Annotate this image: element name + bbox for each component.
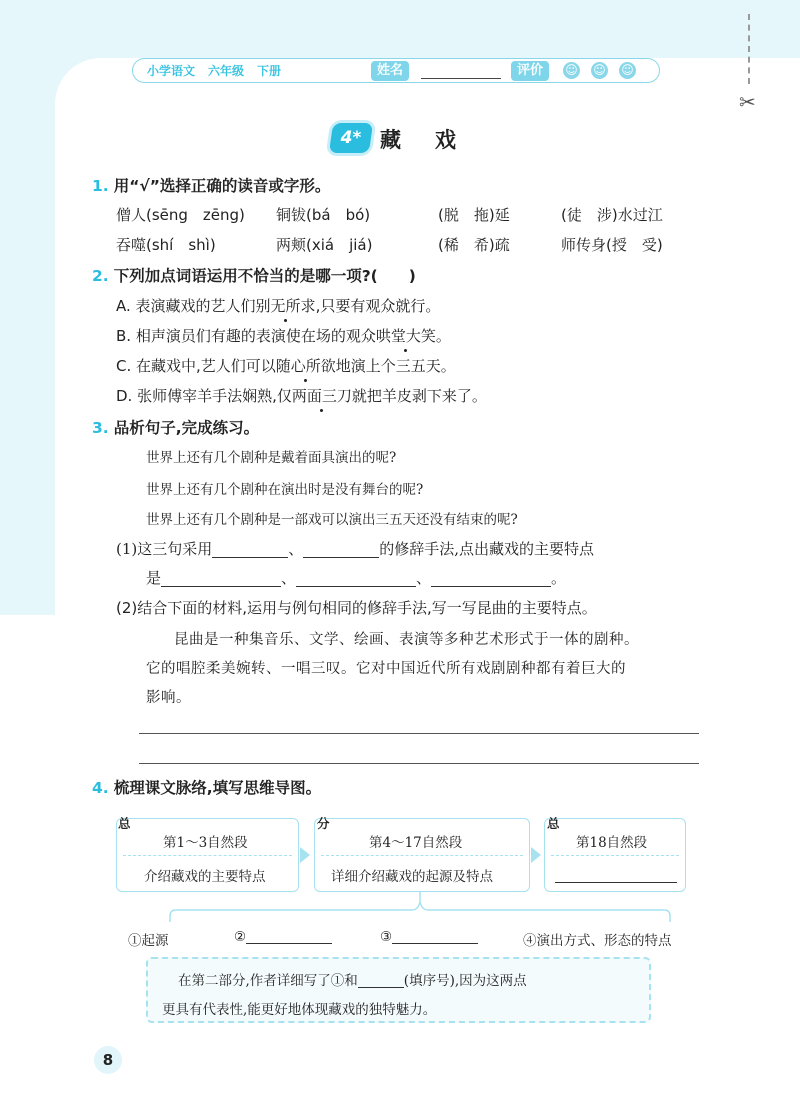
option-text: 。 <box>435 327 451 345</box>
option-text: 地演上个三五天。 <box>335 357 456 375</box>
example-sentence: 世界上还有几个剧种在演出时是没有舞台的呢? <box>146 482 424 498</box>
grade-label: 六年级 <box>208 64 245 78</box>
cut-line <box>748 14 750 84</box>
scissors-icon: ✂ <box>739 90 756 114</box>
sub-question-text: 是 <box>146 569 162 587</box>
section-tag: 总 <box>547 816 560 831</box>
q1-item[interactable]: (稀 希)疏 <box>438 236 510 254</box>
dotted-phrase: 两面三刀 <box>291 387 352 405</box>
question-prompt: 梳理课文脉络,填写思维导图。 <box>113 779 322 797</box>
conclusion-box <box>146 957 651 1023</box>
arrow-right <box>300 847 310 863</box>
question-number: 2. <box>92 267 109 285</box>
answer-blank[interactable] <box>358 973 404 988</box>
answer-blank[interactable] <box>303 543 379 558</box>
answer-blank[interactable] <box>212 543 288 558</box>
separator: 、 <box>281 569 297 587</box>
page-number: 8 <box>94 1046 122 1074</box>
page-header <box>132 58 660 83</box>
q1-item[interactable]: 师传身(授 受) <box>561 236 663 254</box>
conclusion-text: (填序号),因为这两点 <box>403 973 527 989</box>
mindmap-box-2 <box>314 818 530 892</box>
sub-question-text: 的修辞手法,点出藏戏的主要特点 <box>379 540 595 558</box>
smile-face-icon[interactable]: ☺ <box>563 62 580 79</box>
section-tag: 总 <box>118 816 131 831</box>
q3-sub1-line2 <box>146 567 566 588</box>
period: 。 <box>551 569 567 587</box>
branch-3 <box>380 929 478 945</box>
branch-label: ② <box>234 929 247 945</box>
lesson-number-badge <box>329 123 373 153</box>
subject-label: 小学语文 <box>147 64 196 78</box>
arrow-right <box>531 847 541 863</box>
branch-4: ④演出方式、形态的特点 <box>523 933 672 949</box>
material-line: 它的唱腔柔美婉转、一唱三叹。它对中国近代所有戏剧剧种都有着巨大的 <box>146 661 626 677</box>
box-divider <box>123 855 292 856</box>
box-divider <box>551 855 679 856</box>
answer-blank[interactable] <box>296 572 416 587</box>
dotted-phrase: 别无所求 <box>255 297 316 315</box>
option-text: D. 张师傅宰羊手法娴熟,仅 <box>116 387 292 405</box>
question-number: 3. <box>92 419 109 437</box>
example-sentence: 世界上还有几个剧种是一部戏可以演出三五天还没有结束的呢? <box>146 512 518 528</box>
answer-line[interactable] <box>139 733 699 734</box>
option-b[interactable] <box>116 325 451 346</box>
answer-blank[interactable] <box>392 929 478 944</box>
question-3 <box>92 416 259 438</box>
option-text: ,只要有观众就行。 <box>315 297 441 315</box>
option-c[interactable] <box>116 355 456 376</box>
branch-2 <box>234 929 332 945</box>
section-tag: 分 <box>317 816 330 831</box>
book-info <box>147 62 294 79</box>
question-1 <box>92 174 330 196</box>
q1-row-1 <box>116 204 716 226</box>
sub-question-text: (1)这三句采用 <box>116 540 213 558</box>
name-label: 姓名 <box>371 61 409 81</box>
question-prompt: 用“√”选择正确的读音或字形。 <box>113 177 331 195</box>
question-4 <box>92 776 321 798</box>
neutral-face-icon[interactable]: ☺ <box>591 62 608 79</box>
mindmap-box-1 <box>116 818 299 892</box>
material-line: 昆曲是一种集音乐、文学、绘画、表演等多种艺术形式于一体的剧种。 <box>174 632 639 648</box>
branch-1: ①起源 <box>128 933 169 949</box>
sad-face-icon[interactable]: ☺ <box>619 62 636 79</box>
option-text: 就把羊皮剥下来了。 <box>351 387 487 405</box>
box-bottom-text: 介绍藏戏的主要特点 <box>144 869 266 885</box>
separator: 、 <box>288 540 304 558</box>
q3-sub2: (2)结合下面的材料,运用与例句相同的修辞手法,写一写昆曲的主要特点。 <box>116 599 597 617</box>
dotted-phrase: 哄堂大笑 <box>375 327 436 345</box>
q1-item[interactable]: 吞噬(shí shì) <box>116 236 216 254</box>
lesson-title: 藏戏 <box>380 127 490 152</box>
box-top-text: 第1～3自然段 <box>163 835 248 851</box>
q1-item[interactable]: (徒 涉)水过江 <box>561 206 663 224</box>
q1-item[interactable]: 僧人(sēng zēng) <box>116 206 245 224</box>
volume-label: 下册 <box>257 64 282 78</box>
question-2 <box>92 264 416 286</box>
mindmap-bracket <box>130 892 690 926</box>
answer-blank[interactable] <box>246 929 332 944</box>
answer-blank[interactable] <box>555 882 677 883</box>
option-text: B. 相声演员们有趣的表演使在场的观众 <box>116 327 376 345</box>
box-top-text: 第4～17自然段 <box>369 835 463 851</box>
option-d[interactable] <box>116 385 487 406</box>
conclusion-line-1 <box>178 969 527 989</box>
example-sentence: 世界上还有几个剧种是戴着面具演出的呢? <box>146 450 397 466</box>
option-a[interactable] <box>116 295 440 316</box>
q1-item[interactable]: 铜钹(bá bó) <box>276 206 371 224</box>
answer-blank[interactable] <box>161 572 281 587</box>
question-number: 4. <box>92 779 109 797</box>
question-prompt: 下列加点词语运用不恰当的是哪一项?( ) <box>113 267 416 285</box>
option-text: C. 在藏戏中,艺人们可以 <box>116 357 276 375</box>
box-top-text: 第18自然段 <box>576 835 648 851</box>
box-bottom-text: 详细介绍藏戏的起源及特点 <box>331 869 493 885</box>
q1-item[interactable]: 两颊(xiá jiá) <box>276 236 373 254</box>
separator: 、 <box>416 569 432 587</box>
q1-item[interactable]: (脱 拖)延 <box>438 206 510 224</box>
conclusion-text: 在第二部分,作者详细写了①和 <box>178 973 358 989</box>
q3-sub1-line1 <box>116 538 594 559</box>
q1-row-2 <box>116 234 716 256</box>
box-divider <box>321 855 523 856</box>
option-text: A. 表演藏戏的艺人们 <box>116 297 256 315</box>
lesson-number: 4* <box>340 128 362 148</box>
question-number: 1. <box>92 177 109 195</box>
answer-blank[interactable] <box>431 572 551 587</box>
rating-label: 评价 <box>511 61 549 81</box>
name-input-line[interactable] <box>421 78 501 79</box>
answer-line[interactable] <box>139 763 699 764</box>
conclusion-line-2: 更具有代表性,能更好地体现藏戏的独特魅力。 <box>162 1002 437 1018</box>
material-line: 影响。 <box>146 690 191 706</box>
question-prompt: 品析句子,完成练习。 <box>113 419 260 437</box>
mindmap-box-3 <box>544 818 686 892</box>
dotted-phrase: 随心所欲 <box>275 357 336 375</box>
branch-label: ③ <box>380 929 393 945</box>
